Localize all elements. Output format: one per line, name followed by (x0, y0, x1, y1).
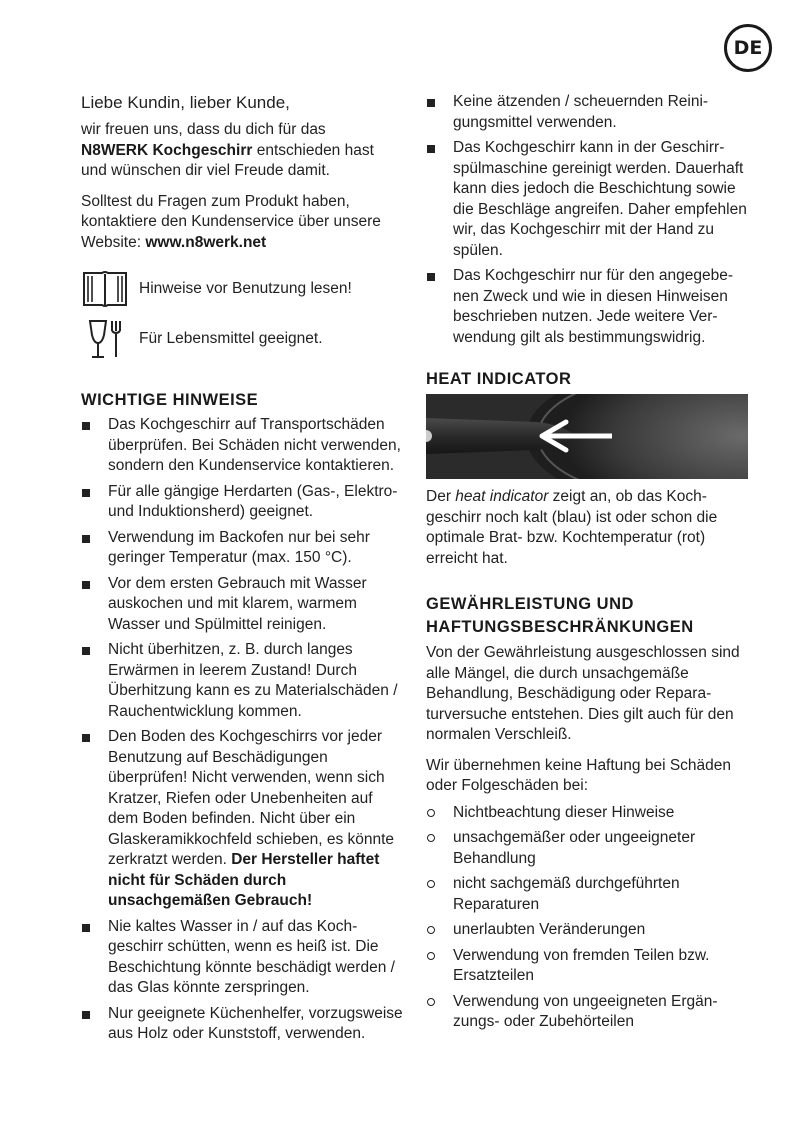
list-item: Nichtbeachtung dieser Hinweise (426, 803, 748, 824)
list-item: unerlaubten Veränderungen (426, 920, 748, 941)
heat-text: Der (426, 488, 456, 505)
list-item (81, 727, 403, 912)
list-item: Keine ätzenden / scheuernden Reinigungsmittel verwenden. (426, 92, 748, 133)
exclusion-list (426, 803, 748, 1033)
list-item: Nur geeignete Küchenhelfer, vorzugsweise aus Holz oder Kunststoff, verwenden. (81, 1004, 403, 1045)
liability-warning: Der Hersteller haftet nicht für Schäden durch unsachgemäßen Gebrauch! (108, 851, 380, 909)
intro-paragraph (81, 120, 403, 182)
list-item-text: Den Boden des Kochgeschirrs vor jeder Benutzung auf Beschädigungen überprüfen! Nicht verwenden, wenn sich Kratzer, Riefen oder Unebenheiten auf dem Boden befinden. Nicht über ein Glaskeramikkochfeld schieben, es könnte zerkratzt werden. (108, 728, 395, 868)
warranty-heading (426, 593, 748, 639)
list-item: Verwendung von ungeeigneten Ergänzungs- oder Zubehörteilen (426, 992, 748, 1033)
list-item: Nicht überhitzen, z. B. durch langes Erwärmen in leerem Zustand! Durch Überhitzung kann es zu Materialschäden / Rauchentwicklung kommen. (81, 640, 403, 722)
liability-paragraph: Wir übernehmen keine Haftung bei Schäden oder Folgeschäden bei: (426, 756, 732, 794)
food-safe-row (81, 317, 403, 361)
brand-name: N8WERK Kochgeschirr (81, 141, 253, 159)
open-book-icon (81, 269, 129, 309)
list-item: Für alle gängige Herdarten (Gas-, Elektro- und Induktionsherd) geeignet. (81, 482, 403, 523)
list-item: unsachgemäßer oder ungeeigneter Behandlung (426, 828, 748, 869)
contact-text: Solltest du Fragen zum Produkt haben, kontaktiere den Kundenservice über unsere Website: (81, 192, 381, 251)
intro-text: wir freuen uns, dass du dich für das (81, 121, 326, 138)
list-item: Verwendung im Backofen nur bei sehr geringer Temperatur (max. 150 °C). (81, 528, 403, 569)
list-item: Verwendung von fremden Teilen bzw. Ersatzteilen (426, 946, 748, 987)
warranty-heading-line2: HAFTUNGSBESCHRÄNKUNGEN (426, 618, 694, 636)
read-instructions-label: Hinweise vor Benutzung lesen! (139, 280, 352, 297)
contact-paragraph (81, 192, 403, 254)
website-link[interactable]: www.n8werk.net (145, 233, 267, 251)
heat-indicator-text (426, 487, 748, 569)
heat-indicator-term: heat indicator (455, 488, 549, 505)
heat-indicator-heading: HEAT INDICATOR (426, 370, 572, 388)
important-list (81, 415, 403, 1045)
food-safe-label: Für Lebensmittel geeignet. (139, 330, 323, 347)
glass-fork-icon (81, 317, 129, 361)
warranty-paragraph: Von der Gewährleistung ausgeschlossen sind alle Mängel, die durch unsachgemäße Behandlung, Beschädigung oder Reparaturversuche entstehen. Dies gilt auch für den normalen Verschleiß. (426, 644, 740, 743)
list-item: Das Kochgeschirr nur für den angegebenen Zweck und wie in diesen Hinweisen beschrieben nutzen. Jede weitere Verwendung gilt als bestimmungswidrig. (426, 266, 748, 348)
greeting: Liebe Kundin, lieber Kunde, (81, 93, 290, 112)
heat-text-end: zeigt an, ob das Kochgeschirr noch kalt (blau) ist oder schon die optimale Brat- bzw. Kochtemperatur (rot) erreicht hat. (426, 488, 718, 567)
list-item: Das Kochgeschirr auf Transportschäden überprüfen. Bei Schäden nicht verwenden, sondern den Kundenservice kontaktieren. (81, 415, 403, 477)
list-item: Vor dem ersten Gebrauch mit Wasser auskochen und mit klarem, warmem Wasser und Spülmittel reinigen. (81, 574, 403, 636)
care-list (426, 92, 748, 348)
important-heading: WICHTIGE HINWEISE (81, 391, 259, 409)
warranty-heading-line1: GEWÄHRLEISTUNG UND (426, 595, 634, 613)
left-column (81, 92, 403, 1050)
pan-handle-image (426, 394, 748, 479)
list-item: Nie kaltes Wasser in / auf das Kochgeschirr schütten, wenn es heiß ist. Die Beschichtung könnte beschädigt werden / das Glas könnte zerspringen. (81, 917, 403, 999)
intro-text-end: entschieden hast und wünschen dir viel Freude damit. (81, 141, 374, 179)
list-item: nicht sachgemäß durchgeführten Reparaturen (426, 874, 748, 915)
read-instructions-row (81, 269, 403, 309)
list-item: Das Kochgeschirr kann in der Geschirrspülmaschine gereinigt werden. Dauerhaft kann dies jedoch die Beschichtung sowie die Beschläge angreifen. Daher empfehlen wir, das Kochgeschirr mit der Hand zu spülen. (426, 138, 748, 261)
right-column (426, 92, 748, 1038)
language-badge: DE (724, 24, 772, 72)
